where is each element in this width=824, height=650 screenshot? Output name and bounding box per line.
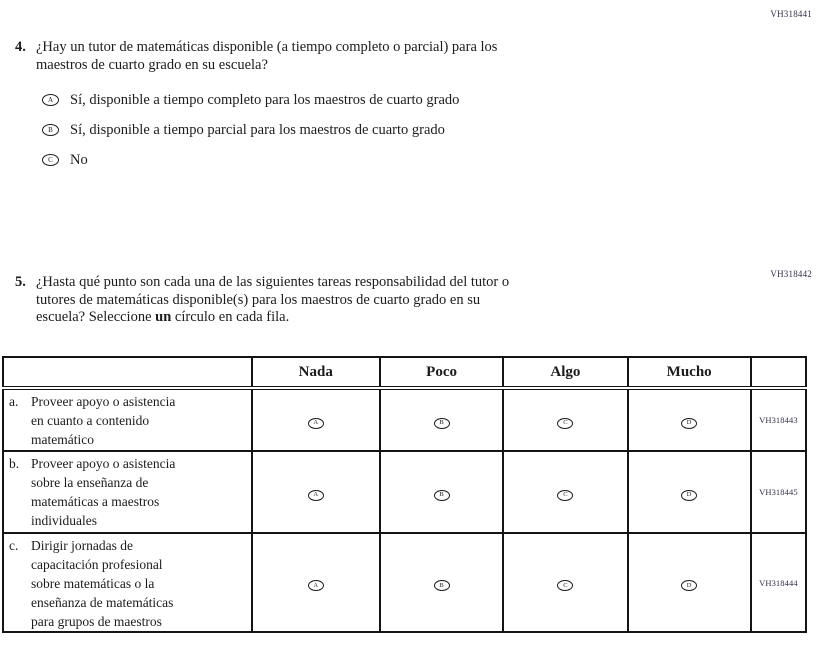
item-code-q4: VH318441 (770, 9, 812, 19)
emphasized-word: un (155, 309, 172, 325)
answer-bubble-c[interactable]: C (557, 580, 573, 591)
row-letter: c. (9, 538, 19, 553)
cell-a-mucho (628, 388, 751, 451)
question-4-options (42, 91, 695, 169)
question-4-number: 4. (15, 39, 26, 55)
option-row-c (42, 151, 695, 169)
row-label-a: a. Proveer apoyo o asistencia en cuanto a contenido matemático (3, 388, 252, 451)
row-letter: a. (9, 394, 19, 409)
answer-bubble-a[interactable]: A (308, 580, 324, 591)
question-5-text-line: tutores de matemáticas disponible(s) para los maestros de cuarto grado en su (36, 291, 481, 308)
row-label-c: c. Dirigir jornadas de capacitación profesional sobre matemáticas o la enseñanza de matemáticas para grupos de maestros (3, 533, 252, 632)
answer-bubble-b[interactable]: B (42, 124, 59, 136)
answer-bubble-b[interactable]: B (434, 580, 450, 591)
cell-b-poco (380, 451, 503, 533)
answer-bubble-a[interactable]: A (308, 418, 324, 429)
column-header-nada: Nada (252, 357, 380, 388)
option-label-a: Sí, disponible a tiempo completo para los maestros de cuarto grado (70, 91, 460, 108)
row-label-b: b. Proveer apoyo o asistencia sobre la enseñanza de matemáticas a maestros individuales (3, 451, 252, 533)
answer-bubble-b[interactable]: B (434, 418, 450, 429)
question-4 (15, 39, 695, 181)
answer-bubble-d[interactable]: D (681, 490, 697, 501)
column-header-poco: Poco (380, 357, 503, 388)
table-row-b (3, 451, 806, 533)
option-row-b (42, 121, 695, 139)
column-header-algo: Algo (503, 357, 627, 388)
cell-c-algo (503, 533, 627, 632)
answer-bubble-a[interactable]: A (308, 490, 324, 501)
answer-bubble-d[interactable]: D (681, 418, 697, 429)
item-code-q5: VH318442 (770, 269, 812, 279)
row-letter: b. (9, 456, 20, 471)
cell-a-nada (252, 388, 380, 451)
cell-b-algo (503, 451, 627, 533)
answer-bubble-b[interactable]: B (434, 490, 450, 501)
option-label-b: Sí, disponible a tiempo parcial para los maestros de cuarto grado (70, 121, 445, 138)
option-label-c: No (70, 151, 88, 168)
question-5 (15, 274, 695, 327)
cell-a-algo (503, 388, 627, 451)
table-row-a (3, 388, 806, 451)
response-matrix-table (2, 356, 807, 633)
cell-c-mucho (628, 533, 751, 632)
column-header-mucho: Mucho (628, 357, 751, 388)
answer-bubble-c[interactable]: C (42, 154, 59, 166)
question-4-text-line: maestros de cuarto grado en su escuela? (36, 56, 268, 73)
item-code-row-c: VH318444 (751, 533, 806, 632)
cell-b-mucho (628, 451, 751, 533)
cell-c-poco (380, 533, 503, 632)
column-header-code-blank (751, 357, 806, 388)
answer-bubble-c[interactable]: C (557, 418, 573, 429)
item-code-row-a: VH318443 (751, 388, 806, 451)
table-row-c (3, 533, 806, 632)
option-row-a (42, 91, 695, 109)
column-header-blank (3, 357, 252, 388)
matrix-header-row (3, 357, 806, 388)
cell-a-poco (380, 388, 503, 451)
answer-bubble-a[interactable]: A (42, 94, 59, 106)
answer-bubble-c[interactable]: C (557, 490, 573, 501)
item-code-row-b: VH318445 (751, 451, 806, 533)
question-5-number: 5. (15, 274, 26, 290)
question-4-text-line: ¿Hay un tutor de matemáticas disponible (a tiempo completo o parcial) para los (36, 39, 498, 55)
question-5-text-line: ¿Hasta qué punto son cada una de las siguientes tareas responsabilidad del tutor o (36, 274, 510, 290)
cell-b-nada (252, 451, 380, 533)
question-5-text-line: escuela? Seleccione un círculo en cada fila. (36, 309, 290, 325)
cell-c-nada (252, 533, 380, 632)
answer-bubble-d[interactable]: D (681, 580, 697, 591)
